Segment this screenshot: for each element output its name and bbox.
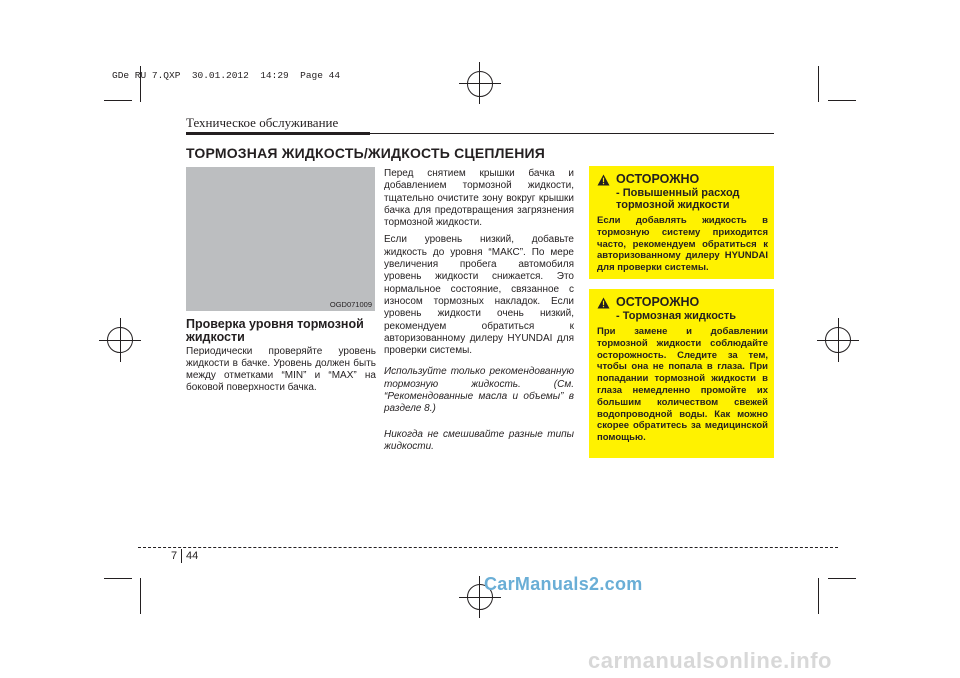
carmanualsonline-watermark: carmanualsonline.info <box>588 648 832 673</box>
warning-box-brake-fluid <box>589 289 774 458</box>
crop-mark <box>104 578 132 579</box>
check-level-text: Периодически проверяйте уровень жидкости в бачке. Уровень должен быть между отметками “MIN” и “MAX” на боковой поверхности бачка. <box>186 346 376 393</box>
chapter-number: 7 <box>171 550 178 562</box>
carmanuals-watermark: CarManuals2.com <box>484 574 643 594</box>
warning-title: ОСТОРОЖНО <box>616 172 700 186</box>
crop-mark <box>140 578 141 614</box>
warning-subtitle: - Повышенный расход тормозной жидкости <box>616 187 740 211</box>
footer-dashed-rule <box>138 547 838 548</box>
photo-code: OGD071009 <box>329 300 372 309</box>
warning-title: ОСТОРОЖНО <box>616 295 700 309</box>
header-rule-thick <box>186 132 370 135</box>
crop-mark <box>828 100 856 101</box>
crop-mark <box>104 100 132 101</box>
paragraph-do-not-mix: Никогда не смешивайте разные типы жидкости. <box>384 428 574 452</box>
page-number-divider <box>181 549 182 563</box>
section-title: Техническое обслуживание <box>186 115 339 130</box>
paragraph-low-level: Если уровень низкий, добавьте жидкость до уровня “МАКС”. По мере увеличения пробега автомобиля уровень жидкости снижается. Это нормальное состояние, связанное с износом тормозных накладок. Если уровень жидкости очень низкий, рекомендуем обратиться к авторизованному дилеру HYUNDAI для проверки системы. <box>384 234 574 357</box>
main-heading: ТОРМОЗНАЯ ЖИДКОСТЬ/ЖИДКОСТЬ СЦЕПЛЕНИЯ <box>186 145 546 161</box>
warning-subtitle: - Тормозная жидкость <box>616 310 737 322</box>
paragraph-cleaning: Перед снятием крышки бачка и добавлением тормозной жидкости, тщательно очистите зону вокруг крышки бачка для предотвращения загрязнения тормозной жидкости. <box>384 168 574 229</box>
warning-box-consumption <box>589 166 774 279</box>
crop-mark <box>818 66 819 102</box>
page-number: 44 <box>186 550 199 562</box>
warning-triangle-icon <box>597 297 610 309</box>
crop-mark <box>828 578 856 579</box>
warning-triangle-icon <box>597 174 610 186</box>
header-rule-thin <box>370 133 774 134</box>
middle-column <box>384 168 574 458</box>
crop-mark <box>818 578 819 614</box>
warning-text: Если добавлять жидкость в тормозную систему приходится часто, рекомендуем обратиться к авторизованному дилеру HYUNDAI для проверки системы. <box>597 215 768 274</box>
warning-text: При замене и добавлении тормозной жидкости соблюдайте осторожность. Следите за тем, чтобы она не попала в глаза. При попадании тормозной жидкости в глаза немедленно промойте их большим количеством свежей водопроводной воды. Как можно скорее обратитесь за медицинской помощью. <box>597 326 768 444</box>
reservoir-photo <box>186 167 375 311</box>
check-level-heading: Проверка уровня тормозной жидкости <box>186 317 364 344</box>
paragraph-recommended-fluid: Используйте только рекомендованную тормозную жидкость. (См. “Рекомендованные масла и объемы” в разделе 8.) <box>384 366 574 415</box>
print-slug: GDe RU 7.QXP 30.01.2012 14:29 Page 44 <box>112 70 341 81</box>
